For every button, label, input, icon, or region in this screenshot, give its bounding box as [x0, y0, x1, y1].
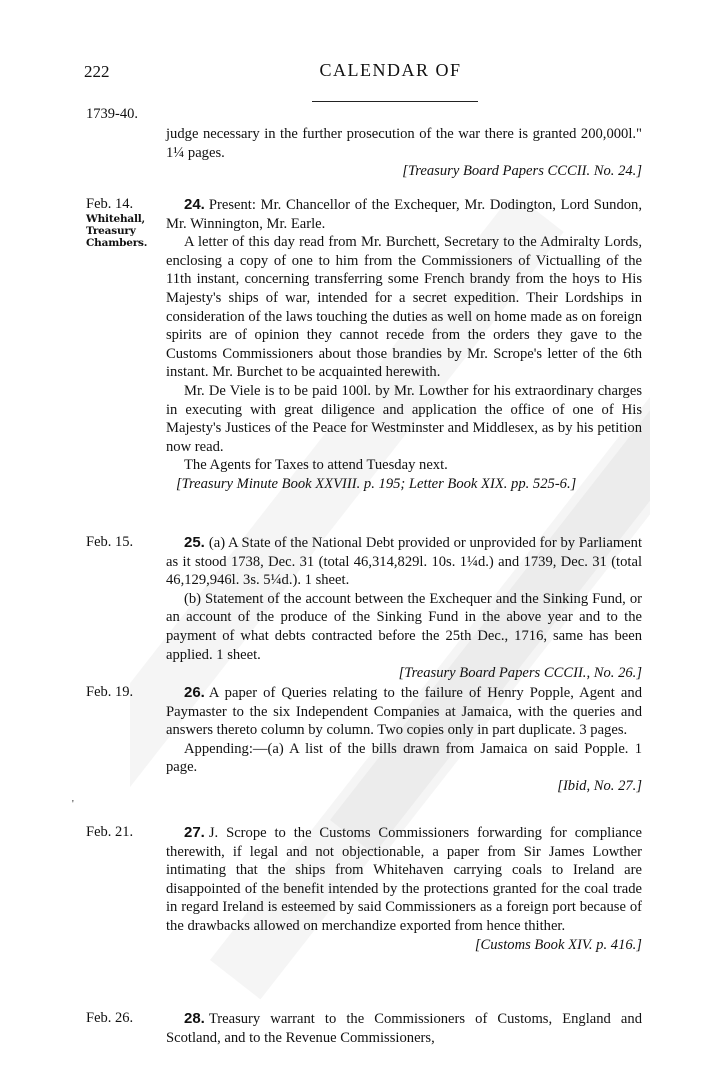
entry-place-line: Chambers.: [86, 237, 148, 249]
entry-paragraph: [166, 1010, 642, 1047]
continuation-ref: [Treasury Board Papers CCCII. No. 24.]: [402, 163, 642, 180]
continuation-text: judge necessary in the further prosecution of the war there is granted 200,000l." 1¼ pages.: [166, 126, 642, 161]
header-rule: [312, 101, 478, 102]
entry-body: [166, 196, 642, 494]
entry-ref: [Treasury Board Papers CCCII., No. 26.]: [398, 665, 642, 682]
entry-paragraph: Appending:—(a) A list of the bills drawn from Jamaica on said Popple. 1 page.: [166, 740, 642, 776]
entry-date: Feb. 19.: [86, 684, 134, 700]
entry-ref: [Treasury Minute Book XXVIII. p. 195; Letter Book XIX. pp. 525-6.]: [176, 475, 577, 492]
entry-text: (a) A State of the National Debt provided or unprovided for by Parliament as it stood 1738, Dec. 31 (total 46,314,829l. 10s. 1¼d.) and 1739, Dec. 31 (total 46,129,946l. 3s. 5¼d.). 1 sheet.: [166, 535, 642, 589]
entry-paragraph: [166, 196, 642, 233]
continuation-body: [166, 125, 642, 181]
entry-date: Feb. 15.: [86, 534, 134, 550]
entry-paragraph: [166, 824, 642, 936]
entry-date-text: Feb. 14.: [86, 196, 134, 212]
entry-paragraph: [166, 534, 642, 590]
entry-date: [86, 196, 158, 249]
entry-number: 26.: [184, 684, 205, 701]
entry-number: 27.: [184, 824, 205, 841]
entry-text: Treasury warrant to the Commissioners of Customs, England and Scotland, and to the Revenue Commissioners,: [166, 1011, 642, 1046]
margin-mark: ': [72, 799, 74, 810]
continuation-year: 1739-40.: [86, 106, 138, 122]
entry-number: 28.: [184, 1010, 205, 1027]
entry-paragraph: [166, 684, 642, 740]
entry-text: Present: Mr. Chancellor of the Exchequer, Mr. Dodington, Lord Sundon, Mr. Winnington, Mr. Earle.: [166, 197, 642, 232]
entry-paragraph: Mr. De Viele is to be paid 100l. by Mr. Lowther for his extraordinary charges in executing with great diligence and application the office of one of His Majesty's Justices of the Peace for Westminster and Middlesex, as by his petition now read.: [166, 382, 642, 455]
entry-text: A paper of Queries relating to the failure of Henry Popple, Agent and Paymaster to the six Independent Companies at Jamaica, with the queries and answers thereto column by column. Two copies only in part duplicate. 3 pages.: [166, 685, 642, 739]
entry-date: Feb. 21.: [86, 824, 134, 840]
entry-ref: [Ibid, No. 27.]: [557, 777, 642, 794]
entry-date: Feb. 26.: [86, 1010, 134, 1026]
entry-paragraph: A letter of this day read from Mr. Burchett, Secretary to the Admiralty Lords, enclosing a copy of one to him from the Commissioners of Victualling of the 11th instant, concerning transferring some French brandy from the hoys to His Majesty's ships of war, intended for a secret expedition. Their Lordships in consideration of the laws touching the duties as well on home made as on foreign spirits are of opinion they cannot recede from the orders they gave to the Customs Commissioners about those brandies by Mr. Scrope's letter of the 6th instant. Mr. Burchet to be acquainted herewith.: [166, 234, 642, 381]
entry-place-line: Whitehall,: [86, 213, 146, 225]
running-title: CALENDAR OF: [319, 60, 462, 80]
entry-ref: [Customs Book XIV. p. 416.]: [474, 936, 642, 953]
entry-body: [166, 534, 642, 683]
page-number: 222: [84, 62, 110, 81]
entry-body: [166, 824, 642, 954]
entry-paragraph: (b) Statement of the account between the Exchequer and the Sinking Fund, or an account of the produce of the Sinking Fund in the above year and to the payment of what debts contracted before the 25th Dec., 1716, same has been applied. 1 sheet.: [166, 590, 642, 663]
entry-place-line: Treasury: [86, 225, 136, 237]
entry-text: J. Scrope to the Customs Commissioners forwarding for compliance therewith, if legal and not objectionable, a paper from Sir James Lowther intimating that the ships from Whitehaven carrying coals to Ireland are disappointed of the benefit intended by the protections granted for the coal trade in regard Ireland is esteemed by said Commissioners as a foreign port because of the drawbacks allowed on merchandize exported from hence thither.: [166, 825, 642, 934]
entry-body: [166, 1010, 642, 1047]
entry-number: 24.: [184, 196, 205, 213]
entry-paragraph: The Agents for Taxes to attend Tuesday next.: [184, 457, 448, 474]
entry-number: 25.: [184, 534, 205, 551]
entry-body: [166, 684, 642, 796]
